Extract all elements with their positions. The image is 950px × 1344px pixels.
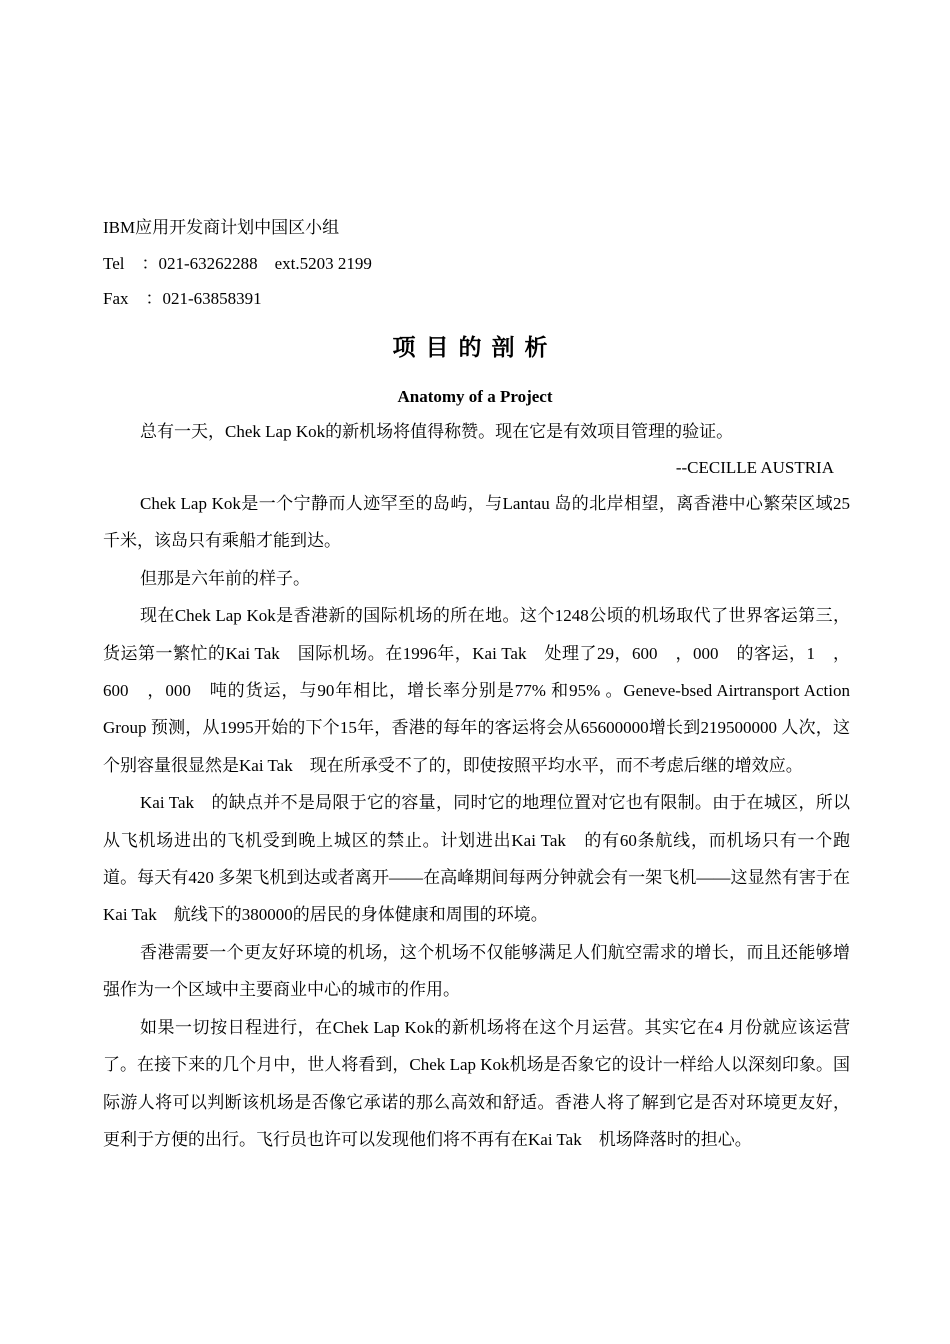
telephone-line: Tel ：021-63262288 ext.5203 2199 (103, 254, 372, 273)
document-title: 项目的剖析 (392, 335, 558, 360)
paragraph-kai-tak-limits: Kai Tak 的缺点并不是局限于它的容量，同时它的地理位置对它也有限制。由于在城区，所以从飞机场进出的飞机受到晚上城区的禁止。计划进出Kai Tak 的有60条航线，而机场只有一个跑道。每天有420 多架飞机到达或者离开——在高峰期间每两分钟就会有一架飞机——这显然有害于在Kai Tak 航线下的380000的居民的身体健康和周围的环境。 (103, 793, 850, 925)
document-subtitle: Anatomy of a Project (397, 387, 553, 406)
epigraph-quote: 总有一天，Chek Lap Kok的新机场将值得称赞。现在它是有效项目管理的验证。 (140, 422, 734, 441)
quote-attribution: --CECILLE AUSTRIA (675, 458, 834, 477)
paragraph-environment-needs: 香港需要一个更友好环境的机场，这个机场不仅能够满足人们航空需求的增长，而且还能够增强作为一个区域中主要商业中心的城市的作用。 (103, 942, 850, 1000)
paragraph-six-years-ago: 但那是六年前的样子。 (140, 568, 310, 588)
paragraph-island-description: Chek Lap Kok是一个宁静而人迹罕至的岛屿，与Lantau 岛的北岸相望，离香港中心繁荣区域25千米，该岛只有乘船才能到达。 (103, 494, 850, 551)
organization-name: IBM应用开发商计划中国区小组 (103, 218, 340, 237)
paragraph-schedule-outlook: 如果一切按日程进行，在Chek Lap Kok的新机场将在这个月运营。其实它在4 月份就应该运营了。在接下来的几个月中，世人将看到，Chek Lap Kok机场是否象它的设计一样给人以深刻印象。国际游人将可以判断该机场是否像它承诺的那么高效和舒适。香港人将了解到它是否对环境更友好，更利于方便的出行。飞行员也许可以发现他们将不再有在Kai Tak 机场降落时的担心。 (103, 1017, 850, 1149)
article-body (103, 485, 850, 1158)
fax-line: Fax ：021-63858391 (103, 289, 262, 308)
paragraph-new-airport-capacity: 现在Chek Lap Kok是香港新的国际机场的所在地。这个1248公顷的机场取代了世界客运第三，货运第一繁忙的Kai Tak 国际机场。在1996年，Kai Tak 处理了29，600 ，000 的客运，1 ，600 ，000 吨的货运，与90年相比，增长率分别是77% 和95% 。Geneve-bsed Airtransport Action Group 预测，从1995开始的下个15年，香港的每年的客运将会从65600000增长到219500000 人次，这个别容量很显然是Kai Tak 现在所承受不了的，即使按照平均水平，而不考虑后继的增效应。 (103, 606, 850, 775)
